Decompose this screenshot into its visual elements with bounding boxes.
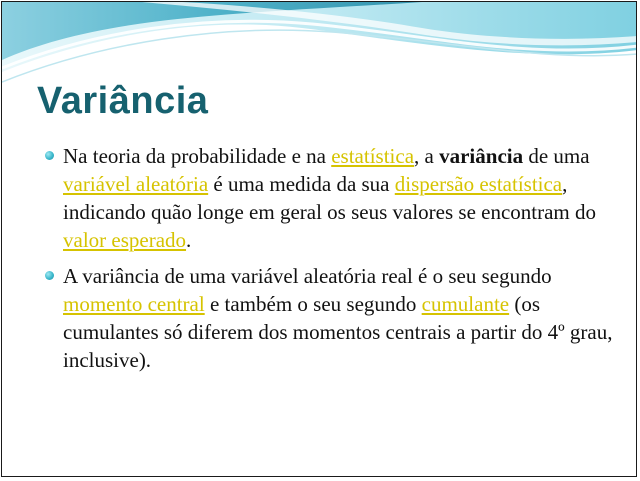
bullet-dot-icon	[45, 151, 54, 160]
bullet-text: (os cumulantes só diferem dos momentos centrais a partir do 4º grau, inclusive).	[63, 292, 613, 372]
bold-term: variância	[439, 144, 524, 168]
link-cumulante[interactable]: cumulante	[421, 292, 510, 316]
bullet-text: de uma	[523, 144, 590, 168]
link-momento-central[interactable]: momento central	[63, 292, 205, 316]
link-dispersao-estatistica[interactable]: dispersão estatística	[394, 172, 563, 196]
bullet-item-2	[44, 262, 624, 374]
slide	[1, 1, 637, 477]
bullet-text: A variância de uma variável aleatória real é o seu segundo	[63, 264, 552, 288]
bullet-dot-icon	[45, 271, 54, 280]
bullet-text: , indicando quão longe em geral os seus valores se encontram do	[63, 172, 597, 224]
bullet-text: é uma medida da sua	[208, 172, 395, 196]
bullet-list	[44, 142, 624, 382]
link-estatistica[interactable]: estatística	[331, 144, 415, 168]
link-variavel-aleatoria[interactable]: variável aleatória	[63, 172, 209, 196]
bullet-text: .	[186, 228, 192, 252]
bullet-text: Na teoria da probabilidade e na	[63, 144, 332, 168]
header-wave-decoration	[2, 2, 637, 92]
slide-title: Variância	[37, 80, 209, 122]
link-valor-esperado[interactable]: valor esperado	[63, 228, 187, 252]
bullet-item-1	[44, 142, 624, 254]
bullet-text: e também o seu segundo	[204, 292, 422, 316]
bullet-text: , a	[414, 144, 440, 168]
